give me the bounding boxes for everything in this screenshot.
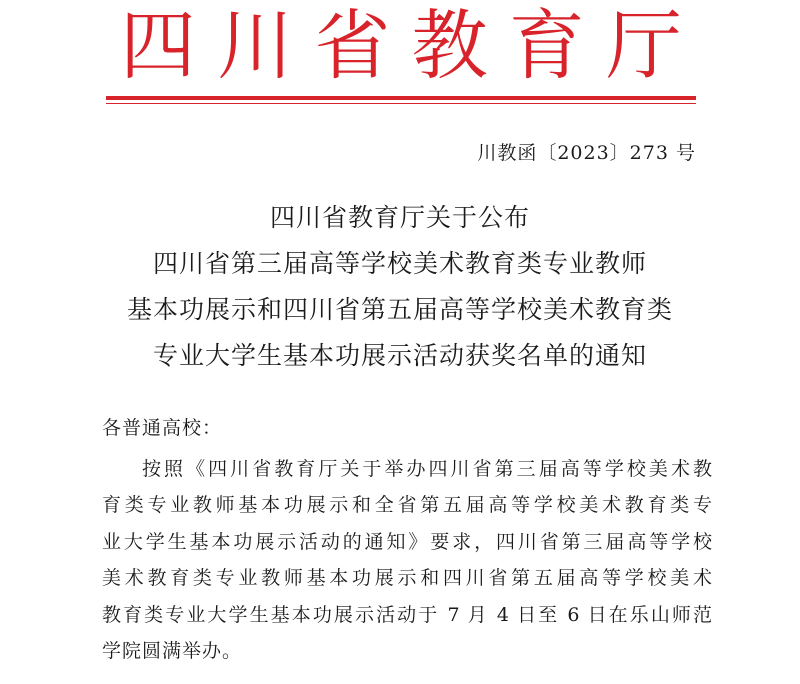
letterhead-red-rule xyxy=(106,96,696,100)
letterhead-char: 川 xyxy=(217,1,294,90)
body-paragraph xyxy=(102,451,712,669)
title-line: 四川省第三届高等学校美术教育类专业教师 xyxy=(152,249,647,278)
letterhead-char: 四 xyxy=(120,1,196,90)
letterhead-char: 育 xyxy=(508,1,585,90)
title-line: 四川省教育厅关于公布 xyxy=(269,203,530,232)
title-line: 专业大学生基本功展示活动获奖名单的通知 xyxy=(152,341,647,370)
body-line: 育类专业教师基本功展示和全省第五届高等学校美术教育类专 xyxy=(102,494,712,517)
salutation: 各普通高校： xyxy=(102,417,223,439)
body-line: 按照《四川省教育厅关于举办四川省第三届高等学校美术教 xyxy=(142,458,712,480)
title-line: 基本功展示和四川省第五届高等学校美术教育类 xyxy=(126,295,673,324)
letterhead-char: 省 xyxy=(314,1,391,90)
document-title xyxy=(100,195,700,379)
body-line: 教育类专业大学生基本功展示活动于 7 月 4 日至 6 日在乐山师范 xyxy=(102,603,712,626)
letterhead-org-name xyxy=(106,2,696,90)
body-line: 业大学生基本功展示活动的通知》要求，四川省第三届高等学校 xyxy=(102,530,712,553)
body-line: 美术教育类专业教师基本功展示和四川省第五届高等学校美术 xyxy=(102,567,712,590)
body-line: 学院圆满举办。 xyxy=(102,640,243,663)
letterhead-char: 厅 xyxy=(605,1,682,90)
document-number: 川教函〔2023〕273 号 xyxy=(477,142,696,164)
letterhead-red-rule-thin xyxy=(106,103,696,104)
letterhead-char: 教 xyxy=(411,1,488,90)
